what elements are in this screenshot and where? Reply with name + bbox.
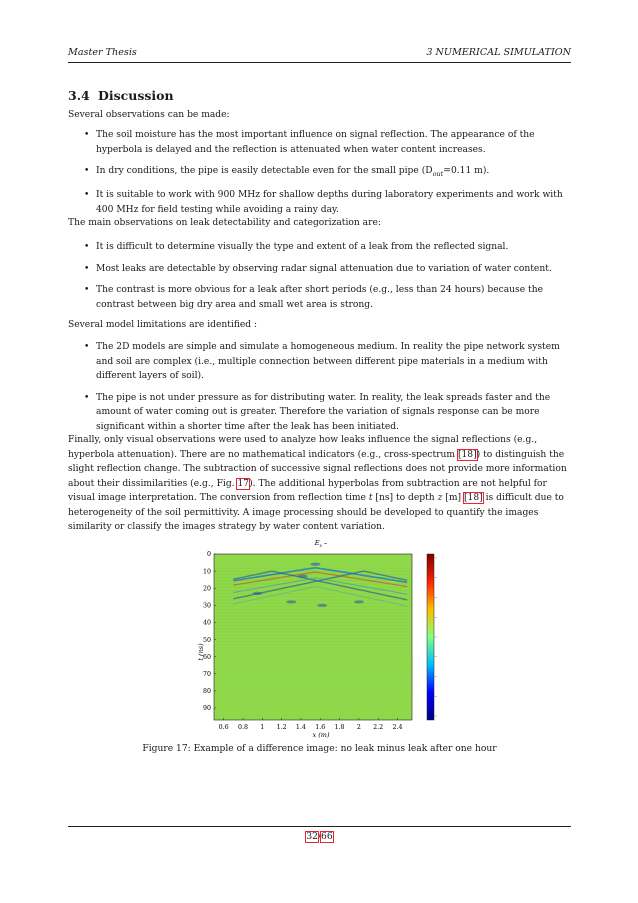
citation-link-18[interactable]: [18] xyxy=(463,493,483,503)
chart-title-suffix: – xyxy=(321,539,328,547)
list-item-text: The pipe is not under pressure as for distributing water. In reality, the leak spreads faster and the amount of water coming out is greater. Therefore the variation of signals response can be more significant within a shorter time after the leak has been initiated. xyxy=(96,392,551,432)
list-item-text: In dry conditions, the pipe is easily detectable even for the small pipe (D xyxy=(96,166,433,176)
plot-area xyxy=(214,554,412,720)
reflection-spot xyxy=(298,575,308,578)
list-item-text: Most leaks are detectable by observing radar signal attenuation due to variation of water content. xyxy=(96,263,552,274)
list-item xyxy=(68,188,571,217)
colorbar-ramp xyxy=(427,554,434,720)
figure-17 xyxy=(68,534,571,764)
y-tick-label: 90 xyxy=(202,705,211,713)
running-header xyxy=(68,47,571,61)
x-tick-label: 1.6 xyxy=(315,724,326,731)
intro-text-2: The main observations on leak detectability and categorization are: xyxy=(68,218,381,228)
page-current[interactable]: 32 xyxy=(306,832,318,842)
chart-title xyxy=(314,539,328,549)
list-item-text: The contrast is more obvious for a leak after short periods (e.g., less than 24 hours) because the contrast between big dry area and small wet area is strong. xyxy=(96,285,543,310)
y-axis-label: t (ns) xyxy=(197,643,205,661)
list-item xyxy=(68,340,571,384)
reflection-spot xyxy=(252,592,262,595)
page-number xyxy=(68,832,571,842)
x-tick-label: 2.4 xyxy=(392,724,403,731)
x-tick-label: 0.6 xyxy=(218,724,229,731)
x-tick-label: 1.2 xyxy=(276,724,287,731)
footer-rule xyxy=(68,826,571,827)
section-title: Discussion xyxy=(98,88,174,103)
observations-list xyxy=(68,128,571,223)
x-axis-label: x (m) xyxy=(312,731,330,739)
intro-paragraph-2 xyxy=(68,216,571,231)
chart-title-sub: x xyxy=(319,544,322,549)
intro-paragraph-1 xyxy=(68,108,571,123)
final-paragraph xyxy=(68,433,571,535)
x-tick-label: 2.2 xyxy=(373,724,384,731)
figure-caption: Figure 17: Example of a difference image: no leak minus leak after one hour xyxy=(142,744,497,754)
y-tick-label: 10 xyxy=(202,568,211,576)
intro-paragraph-3 xyxy=(68,318,571,333)
final-text-e: [m] xyxy=(442,493,464,503)
limitations-list xyxy=(68,340,571,440)
y-tick-label: 20 xyxy=(202,585,211,593)
list-item xyxy=(68,262,571,277)
bullet-icon: • xyxy=(84,190,90,201)
reflection-spot xyxy=(317,604,327,607)
final-text-a: Finally, only visual observations were used to analyze how leaks influence the signal reflections (e.g., hyperbola attenuation). There are no mathematical indicators (e.g., cross-spectrum xyxy=(68,435,538,460)
reflection-spot xyxy=(354,600,364,603)
y-tick-label: 60 xyxy=(202,653,211,661)
y-tick-label: 30 xyxy=(202,602,211,610)
y-tick-label: 40 xyxy=(202,619,211,627)
list-item-text: It is suitable to work with 900 MHz for shallow depths during laboratory experiments and work with 400 MHz for field testing while avoiding a rainy day. xyxy=(96,190,563,215)
y-tick-label: 50 xyxy=(202,636,211,644)
intro-text-1: Several observations can be made: xyxy=(68,110,230,120)
x-tick-label: 1.4 xyxy=(295,724,306,731)
heatmap-chart xyxy=(68,534,571,744)
bullet-icon: • xyxy=(84,130,90,140)
header-rule xyxy=(68,62,571,63)
page-total[interactable]: 66 xyxy=(321,832,333,842)
y-tick-label: 80 xyxy=(202,688,211,696)
list-item-text-tail: =0.11 m). xyxy=(443,166,490,176)
chart-title-main: E xyxy=(314,539,320,547)
reflection-spot xyxy=(286,600,296,603)
final-text-d: [ns] to depth xyxy=(372,493,438,503)
x-tick-label: 2 xyxy=(356,724,361,731)
bullet-icon: • xyxy=(84,242,90,252)
list-item xyxy=(68,164,571,181)
x-tick-label: 1.8 xyxy=(334,724,345,731)
citation-link-18[interactable]: [18] xyxy=(457,449,477,460)
header-left: Master Thesis xyxy=(68,47,137,58)
section-number: 3.4 xyxy=(68,88,90,103)
header-right: 3 NUMERICAL SIMULATION xyxy=(426,47,571,58)
bullet-icon: • xyxy=(84,342,90,352)
colorbar xyxy=(427,554,437,720)
bullet-icon: • xyxy=(84,263,90,274)
page-separator: / xyxy=(317,832,322,842)
bullet-icon: • xyxy=(84,285,90,295)
bullet-icon: • xyxy=(84,166,90,176)
subscript-out: out xyxy=(432,169,444,178)
x-tick-label: 1 xyxy=(260,724,265,731)
list-item xyxy=(68,391,571,435)
leak-observations-list xyxy=(68,240,571,318)
final-text-f: is difficult due to heterogeneity of the soil permittivity. A image processing should be developed to quantify the images similarity or classify the images strategy by water content variation. xyxy=(68,493,564,532)
list-item xyxy=(68,240,571,255)
final-text-c: ). The additional hyperbolas from subtraction are not helpful for visual image interpretation. The conversion from reflection time xyxy=(68,478,547,503)
bullet-icon: • xyxy=(84,392,90,403)
list-item-text: The soil moisture has the most important influence on signal reflection. The appearance of the hyperbola is delayed and the reflection is attenuated when water content increases. xyxy=(96,130,535,155)
section-heading xyxy=(68,88,174,103)
list-item xyxy=(68,128,571,157)
x-tick-label: 0.8 xyxy=(237,724,248,731)
symbol-t: t xyxy=(368,493,373,503)
symbol-z: z xyxy=(437,493,443,503)
list-item xyxy=(68,283,571,312)
y-tick-label: 70 xyxy=(202,670,211,678)
list-item-text: It is difficult to determine visually the type and extent of a leak from the reflected signal. xyxy=(96,242,509,252)
y-tick-label: 0 xyxy=(206,551,211,559)
final-text-b: ) to distinguish the slight reflection change. The subtraction of successive signal reflections does not provide more information about their dissimilarities (e.g., Fig. xyxy=(68,449,567,489)
intro-text-3: Several model limitations are identified : xyxy=(68,320,258,330)
figure-link-17[interactable]: 17 xyxy=(237,478,250,489)
final-text xyxy=(68,433,571,535)
reflection-spot xyxy=(310,563,320,566)
list-item-text: The 2D models are simple and simulate a homogeneous medium. In reality the pipe network system and soil are complex (i.e., multiple connection between different pipe materials in a medium with different layers of soil). xyxy=(96,342,560,381)
